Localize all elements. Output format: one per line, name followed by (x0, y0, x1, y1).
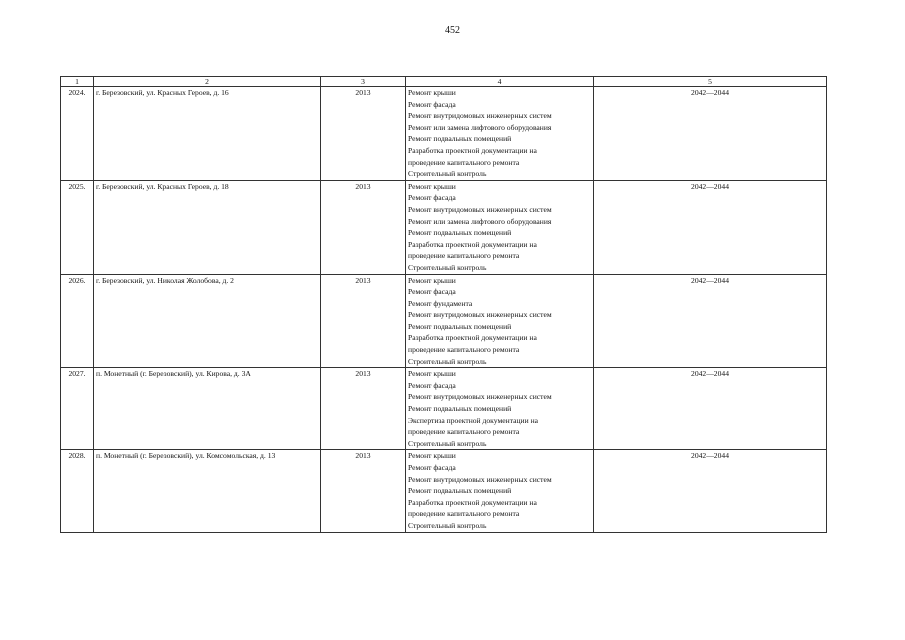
column-header: 1 (61, 77, 94, 87)
period-cell: 2042—2044 (594, 450, 827, 532)
work-item: Ремонт крыши (408, 88, 456, 97)
address-cell: п. Монетный (г. Березовский), ул. Комсомольская, д. 13 (94, 450, 321, 532)
work-item: Строительный контроль (408, 356, 487, 366)
column-header: 3 (321, 77, 406, 87)
table-row (61, 180, 827, 274)
address-cell: п. Монетный (г. Березовский), ул. Кирова, д. 3А (94, 368, 321, 450)
work-item: Строительный контроль (408, 438, 487, 448)
work-item: Строительный контроль (408, 262, 487, 272)
address-cell: г. Березовский, ул. Красных Героев, д. 18 (94, 180, 321, 274)
table-row (61, 450, 827, 532)
works-cell (406, 87, 594, 181)
year-cell: 2013 (321, 450, 406, 532)
work-item: Разработка проектной документации на (408, 145, 537, 155)
work-item: Ремонт внутридомовых инженерных систем (408, 310, 552, 320)
row-number: 2025. (61, 180, 94, 274)
year-cell: 2013 (321, 87, 406, 181)
work-item: Ремонт подвальных помещений (408, 321, 512, 331)
row-number: 2028. (61, 450, 94, 532)
period-cell: 2042—2044 (594, 274, 827, 368)
work-item: Ремонт или замена лифтового оборудования (408, 216, 552, 226)
work-item: Разработка проектной документации на (408, 497, 537, 507)
works-cell (406, 368, 594, 450)
work-item: Ремонт крыши (408, 369, 456, 379)
period-cell: 2042—2044 (594, 180, 827, 274)
work-item: проведение капитального ремонта (408, 251, 520, 261)
work-item: Ремонт подвальных помещений (408, 228, 512, 238)
address-cell: г. Березовский, ул. Красных Героев, д. 16 (94, 87, 321, 181)
period-cell: 2042—2044 (594, 368, 827, 450)
table-row (61, 274, 827, 368)
page-number: 452 (445, 25, 460, 36)
table-row (61, 368, 827, 450)
header-row (61, 77, 827, 87)
work-item: Ремонт крыши (408, 275, 456, 285)
work-item: Ремонт подвальных помещений (408, 404, 512, 414)
work-item: Ремонт внутридомовых инженерных систем (408, 474, 552, 484)
year-cell: 2013 (321, 180, 406, 274)
work-item: Строительный контроль (408, 520, 487, 530)
work-item: Ремонт подвальных помещений (408, 134, 512, 144)
work-item: Ремонт подвальных помещений (408, 486, 512, 496)
work-item: Ремонт внутридомовых инженерных систем (408, 204, 552, 214)
work-item: Ремонт фасада (408, 99, 456, 109)
work-item: Ремонт или замена лифтового оборудования (408, 122, 552, 132)
row-number: 2027. (61, 368, 94, 450)
table-row (61, 87, 827, 181)
work-item: Экспертиза проектной документации на (408, 415, 539, 425)
work-item: Ремонт фасада (408, 193, 456, 203)
work-item: Строительный контроль (408, 169, 487, 179)
year-cell: 2013 (321, 368, 406, 450)
column-header: 4 (406, 77, 594, 87)
work-item: проведение капитального ремонта (408, 427, 520, 437)
work-item: Ремонт крыши (408, 181, 456, 191)
row-number: 2024. (61, 87, 94, 181)
row-number: 2026. (61, 274, 94, 368)
work-item: Разработка проектной документации на (408, 333, 537, 343)
works-cell (406, 274, 594, 368)
work-item: Ремонт фасада (408, 287, 456, 297)
column-header: 2 (94, 77, 321, 87)
work-item: Разработка проектной документации на (408, 239, 537, 249)
work-item: Ремонт фасада (408, 463, 456, 472)
work-item: проведение капитального ремонта (408, 157, 520, 167)
work-item: Ремонт фасада (408, 380, 456, 390)
capital-repair-table (60, 76, 827, 533)
works-cell (406, 450, 594, 532)
work-item: Ремонт внутридомовых инженерных систем (408, 111, 552, 121)
work-item: Ремонт крыши (408, 451, 456, 461)
work-item: Ремонт внутридомовых инженерных систем (408, 392, 552, 402)
year-cell: 2013 (321, 274, 406, 368)
address-cell: г. Березовский, ул. Николая Жолобова, д. 2 (94, 274, 321, 368)
period-cell: 2042—2044 (594, 87, 827, 181)
work-item: проведение капитального ремонта (408, 345, 520, 355)
works-cell (406, 180, 594, 274)
work-item: Ремонт фундамента (408, 298, 473, 308)
column-header: 5 (594, 77, 827, 87)
work-item: проведение капитального ремонта (408, 509, 520, 519)
